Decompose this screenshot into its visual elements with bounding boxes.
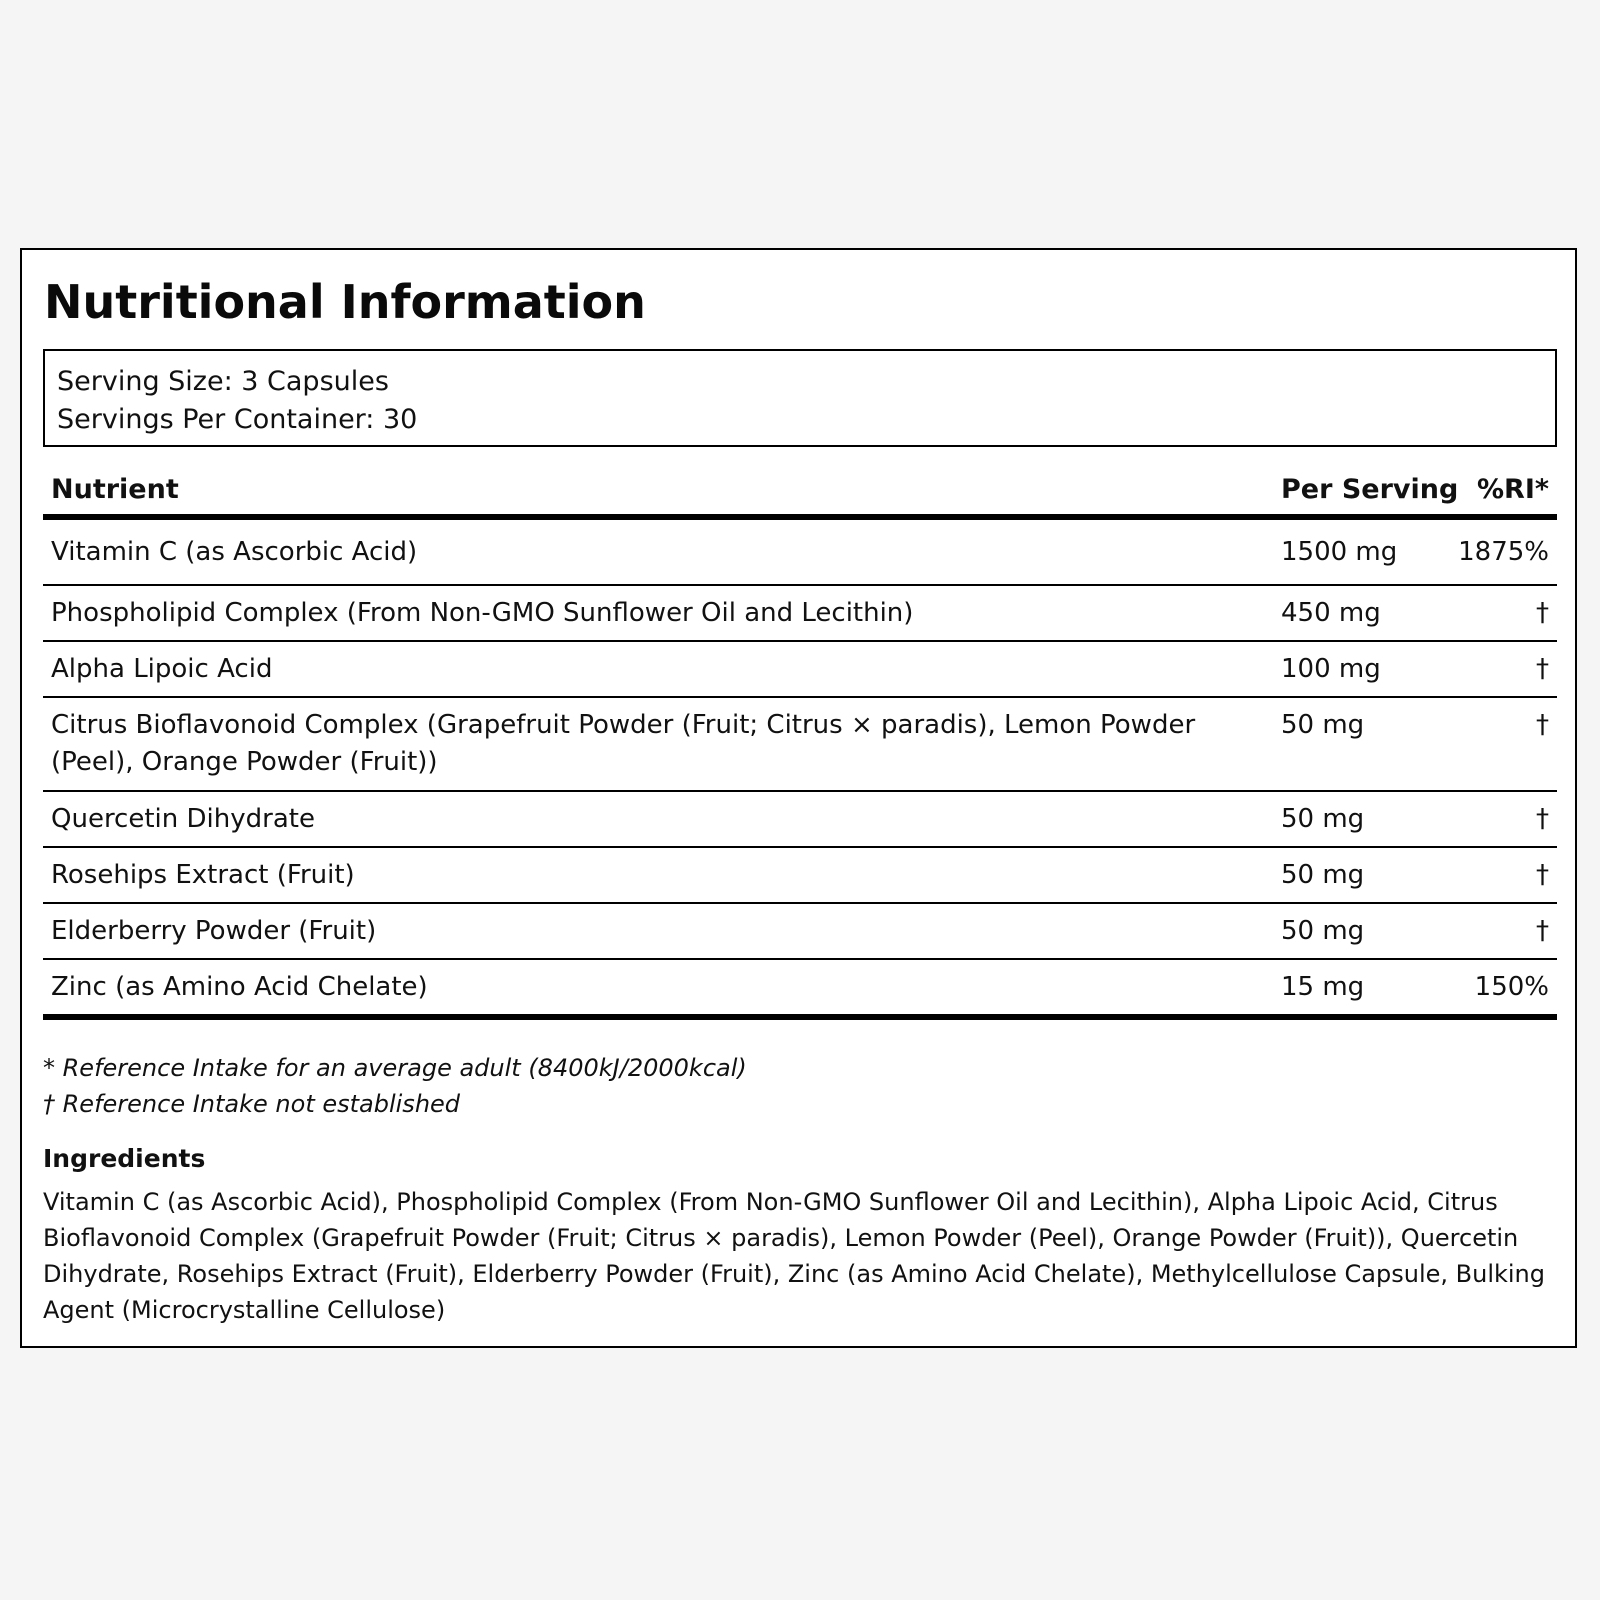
nutrient-name: Zinc (as Amino Acid Chelate) — [51, 972, 428, 1002]
per-serving-value: 15 mg — [1281, 972, 1365, 1002]
ri-value: 1875% — [1458, 537, 1549, 567]
ingredients-text: Vitamin C (as Ascorbic Acid), Phospholipid Complex (From Non-GMO Sunflower Oil and Lecithin), Alpha Lipoic Acid, Citrus Bioflavonoid Complex (Grapefruit Powder (Fruit; Citrus × paradis), Lemon Powder (Peel), Orange Powder (Fruit)), Quercetin Dihydrate, Rosehips Extract (Fruit), Elderberry Powder (Fruit), Zinc (as Amino Acid Chelate), Methylcellulose Capsule, Bulking Agent (Microcrystalline Cellulose) — [43, 1188, 1546, 1324]
per-serving-value: 50 mg — [1281, 916, 1365, 946]
nutrient-name: Vitamin C (as Ascorbic Acid) — [51, 537, 418, 567]
header-ri: %RI* — [1476, 474, 1549, 505]
ri-value: † — [1536, 860, 1549, 890]
nutrient-name: Elderberry Powder (Fruit) — [51, 916, 377, 946]
footnote-ri: * Reference Intake for an average adult (8400kJ/2000kcal) — [43, 1054, 747, 1082]
table-row — [43, 698, 1557, 792]
nutrient-name: Alpha Lipoic Acid — [51, 654, 273, 684]
per-serving-value: 450 mg — [1281, 598, 1381, 628]
page-title: Nutritional Information — [44, 275, 646, 329]
ri-value: † — [1536, 916, 1549, 946]
ri-value: 150% — [1474, 972, 1549, 1002]
table-row — [43, 586, 1557, 642]
ri-value: † — [1536, 598, 1549, 628]
header-per-serving: Per Serving — [1281, 474, 1459, 505]
table-row — [43, 520, 1557, 586]
per-serving-value: 50 mg — [1281, 804, 1365, 834]
nutrient-name: Quercetin Dihydrate — [51, 804, 315, 834]
per-serving-value: 100 mg — [1281, 654, 1381, 684]
footnotes — [43, 1050, 747, 1122]
table-row — [43, 792, 1557, 848]
serving-size: Serving Size: 3 Capsules — [57, 366, 389, 397]
table-row — [43, 848, 1557, 904]
ri-value: † — [1536, 804, 1549, 834]
table-row — [43, 960, 1557, 1020]
footnote-dagger: † Reference Intake not established — [43, 1090, 461, 1118]
nutrient-name: Citrus Bioflavonoid Complex (Grapefruit Powder (Fruit; Citrus × paradis), Lemon Powder (Peel), Orange Powder (Fruit)) — [51, 710, 1196, 777]
table-row — [43, 904, 1557, 960]
ri-value: † — [1536, 710, 1549, 740]
table-row — [43, 642, 1557, 698]
nutrient-name: Rosehips Extract (Fruit) — [51, 860, 355, 890]
servings-per-container: Servings Per Container: 30 — [57, 404, 418, 435]
per-serving-value: 1500 mg — [1281, 537, 1398, 567]
nutrition-panel — [20, 248, 1577, 1348]
serving-info-box — [43, 349, 1557, 447]
per-serving-value: 50 mg — [1281, 860, 1365, 890]
per-serving-value: 50 mg — [1281, 710, 1365, 740]
header-nutrient: Nutrient — [51, 474, 179, 505]
ingredients-heading: Ingredients — [43, 1144, 206, 1173]
nutrient-table — [43, 468, 1557, 1020]
table-header — [43, 468, 1557, 520]
ri-value: † — [1536, 654, 1549, 684]
nutrient-name: Phospholipid Complex (From Non-GMO Sunflower Oil and Lecithin) — [51, 598, 914, 628]
